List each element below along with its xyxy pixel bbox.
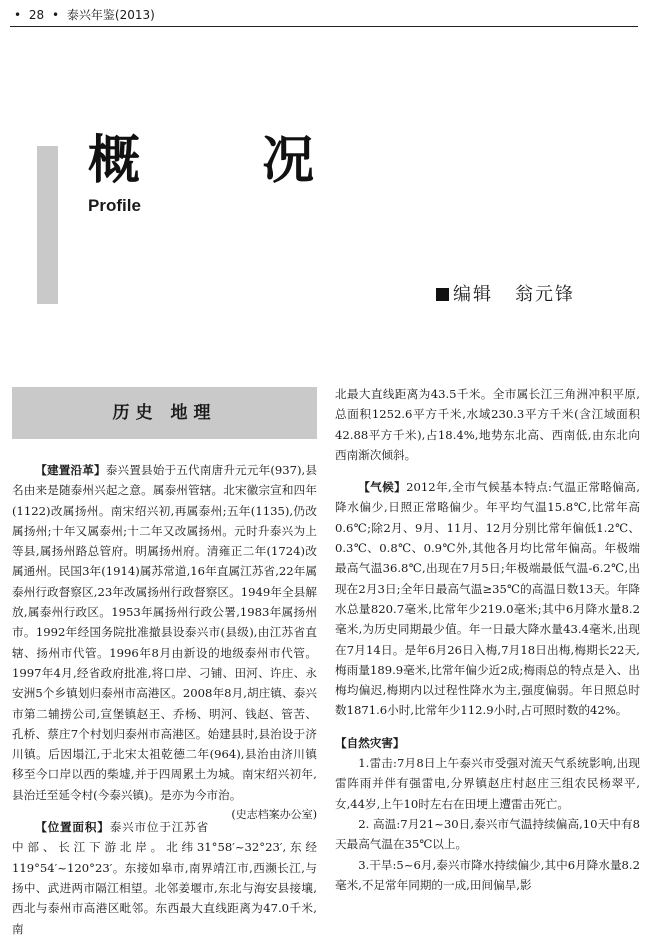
location-continued: 北最大直线距离为43.5千米。全市属长江三角洲冲积平原,总面积1252.6平方千米,水域230.3平方千米(含江域面积42.88平方千米),占18.4%,地势东北高、西南低,由东北向西南渐次倾斜。 [335,387,640,462]
climate-tag: 【气候】 [358,480,407,495]
square-bullet-icon [436,288,449,301]
header-rule [10,26,638,27]
bullet-icon: • [14,8,22,22]
editor-label: 编辑 [453,284,493,305]
history-source: (史志档案办公室) [231,808,317,822]
right-column [335,384,640,895]
location-tag: 【位置面积】 [35,820,110,835]
disaster-item-3: 3.干旱:5~6月,泰兴市降水持续偏少,其中6月降水量8.2毫米,不足常年同期的一成,田间偏旱,影 [335,857,640,892]
editor-credit [436,280,575,306]
location-text: 泰兴市位于江苏省中部、长江下游北岸。北纬31°58′~32°23′,东经119°54′~120°23′。东接如皋市,南界靖江市,西濒长江,与扬中、武进两市隔江相望。北邻姜堰市,东北与海安县接壤,西北与泰州市高港区毗邻。东西最大直线距离为47.0千米,南 [12,820,317,936]
disaster-heading [335,733,640,753]
climate-paragraph [335,477,640,721]
book-title: 泰兴年鉴(2013) [66,8,155,22]
disaster-item-2: 2. 高温:7月21~30日,泰兴市气温持续偏高,10天中有8天最高气温在35℃以上。 [335,816,640,852]
chapter-title: 概 况 [88,131,367,191]
section-heading: 历史 地理 [12,387,317,439]
chapter-title-english: Profile [88,196,141,215]
history-paragraph [12,460,317,822]
editor-name: 翁元锋 [515,284,575,305]
location-paragraph [12,817,317,939]
title-accent-bar [37,146,58,304]
left-column [12,460,317,939]
bullet-icon: • [52,8,60,22]
disaster-item-1: 1.雷击:7月8日上午泰兴市受强对流天气系统影响,出现雷阵雨并伴有强雷电,分界镇赵庄村赵庄三组农民杨翠平,女,44岁,上午10时左右在田埂上遭雷击死亡。 [335,756,640,811]
history-tag: 【建置沿革】 [35,463,106,477]
climate-text: 2012年,全市气候基本特点:气温正常略偏高,降水偏少,日照正常略偏少。年平均气温15.8℃,比常年高0.6℃;除2月、9月、11月、12月分别比常年偏低1.2℃、0.3℃、0.8℃、0.9℃外,其他各月均比常年偏高。年极端最高气温36.8℃,出现在7月5日;年极端最低气温-6.2℃,出现在2月3日;全年日最高气温≥35℃的高温日数13天。年降水总量820.7毫米,比常年少219.0毫米;其中6月降水量8.2毫米,为历史同期最少值。年一日最大降水量43.4毫米,出现在7月14日。是年6月26日入梅,7月18日出梅,梅期长22天,梅雨量189.9毫米,比常年偏少近2成;梅雨总的特点是入、出梅均偏迟,梅期内以过程性降水为主,强度偏弱。年日照总时数1871.6小时,比常年少112.9小时,占可照时数的42%。 [335,480,640,718]
history-text: 泰兴置县始于五代南唐升元元年(937),县名由来是随泰州兴起之意。属泰州管辖。北宋徽宗宣和四年(1122)改属扬州。南宋绍兴初,再属泰州;五年(1135),仍改属扬州;十年又属泰州;十二年又改属扬州。元时升泰兴为上等县,属扬州路总管府。明属扬州府。清雍正二年(1724)改属通州。民国3年(1914)属苏常道,16年直属江苏省,22年属泰州行政督察区,23年改属扬州行政督察区。1949年全县解放,属泰州行政区。1953年属扬州行政公署,1983年属扬州市。1992年经国务院批准撤县设泰兴市(县级),由江苏省直辖、扬州市代管。1996年8月由新设的地级泰州市代管。1997年4月,经省政府批准,将口岸、刁铺、田河、许庄、永安洲5个乡镇划归泰州市高港区。2008年8月,胡庄镇、泰兴市第二辅捞公司,宣堡镇赵王、乔杨、明河、钱赵、管苦、孔桥、蔡庄7个村划归泰州市高港区。始建县时,县治设于济川镇。后因塌江,于北宋太祖乾德二年(964),县治由济川镇移至今口岸以西的柴墟,并于四周累土为城。南宋绍兴初年,县治迁至延令村(今泰兴镇)。是亦为今市治。 [12,463,317,802]
running-header [10,6,638,24]
disaster-tag: 【自然灾害】 [335,735,405,750]
page-number: 28 [28,8,45,22]
